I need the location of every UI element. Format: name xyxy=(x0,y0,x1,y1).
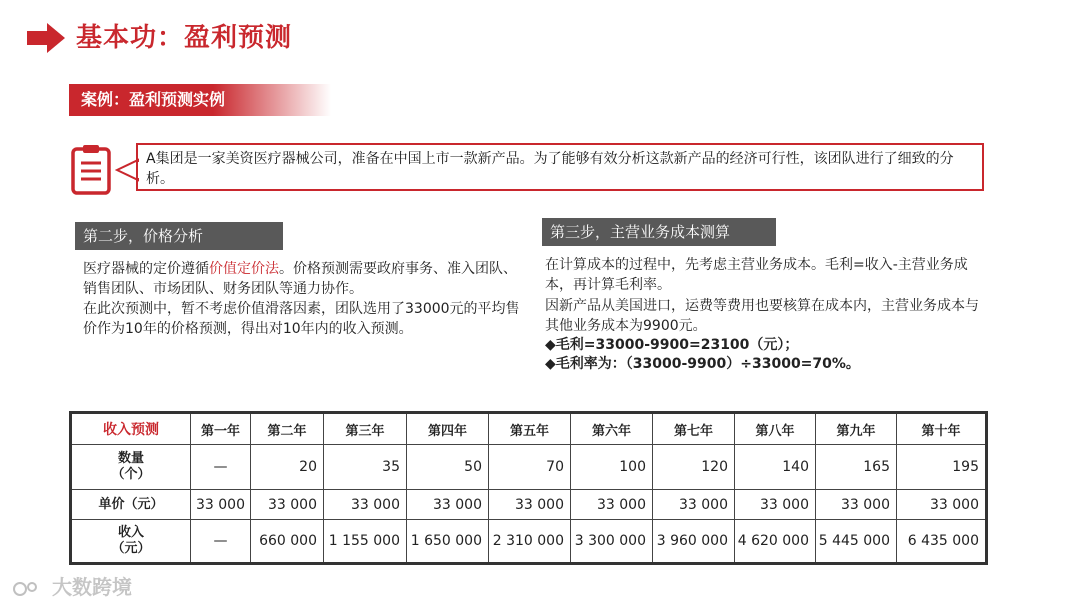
row-label-line: （个） xyxy=(111,467,151,482)
table-cell: 50 xyxy=(407,445,489,490)
table-cell: 33 000 xyxy=(653,490,735,520)
step2-highlight: 价值定价法 xyxy=(209,261,279,277)
step2-header: 第二步，价格分析 xyxy=(75,222,283,250)
table-corner-header: 收入预测 xyxy=(71,413,191,445)
step2-paragraph-2: 在此次预测中，暂不考虑价值滑落因素，团队选用了33000元的平均售价作为10年的价格预测，得出对10年内的收入预测。 xyxy=(83,301,520,337)
page-title: 基本功：盈利预测 xyxy=(76,23,293,53)
year-header: 第四年 xyxy=(407,413,489,445)
table-cell: 1 650 000 xyxy=(407,520,489,564)
year-header: 第七年 xyxy=(653,413,735,445)
table-cell: 4 620 000 xyxy=(735,520,816,564)
watermark-logo-icon xyxy=(12,578,52,600)
table-row-quantity xyxy=(71,445,987,490)
table-cell: 33 000 xyxy=(735,490,816,520)
table-cell: 140 xyxy=(735,445,816,490)
table-cell: 6 435 000 xyxy=(897,520,987,564)
year-header: 第八年 xyxy=(735,413,816,445)
table-cell: 35 xyxy=(324,445,407,490)
table-cell: 70 xyxy=(489,445,571,490)
table-header-row xyxy=(71,413,987,445)
table-cell: 100 xyxy=(571,445,653,490)
watermark-text: 大数跨境 xyxy=(52,575,132,599)
row-label-unit-price: 单价（元） xyxy=(71,490,191,520)
table-cell: 120 xyxy=(653,445,735,490)
year-header: 第十年 xyxy=(897,413,987,445)
row-label-line: （元） xyxy=(111,541,151,556)
year-header: 第九年 xyxy=(816,413,897,445)
case-banner xyxy=(69,84,331,116)
row-label-line: 收入 xyxy=(117,525,144,540)
table-cell: 33 000 xyxy=(489,490,571,520)
step2-text-before: 医疗器械的定价遵循 xyxy=(83,261,209,277)
table-cell: 3 960 000 xyxy=(653,520,735,564)
step3-paragraph-1: 在计算成本的过程中，先考虑主营业务成本。毛利=收入-主营业务成本，再计算毛利率。 xyxy=(545,257,968,293)
table-cell: 2 310 000 xyxy=(489,520,571,564)
year-header: 第五年 xyxy=(489,413,571,445)
table-cell: 33 000 xyxy=(897,490,987,520)
step2-text-after: 。价格预测需要政府事务、准入团队、销售团队、市场团队、财务团队等通力协作。 xyxy=(83,261,517,297)
table-row-unit-price xyxy=(71,490,987,520)
table-cell: 33 000 xyxy=(324,490,407,520)
table-cell: 1 155 000 xyxy=(324,520,407,564)
table-cell: 33 000 xyxy=(571,490,653,520)
table-cell: 5 445 000 xyxy=(816,520,897,564)
step2-paragraph-1 xyxy=(83,259,523,299)
row-label-quantity xyxy=(71,445,191,490)
table-cell: 33 000 xyxy=(251,490,324,520)
step3-paragraph-2: 因新产品从美国进口，运费等费用也要核算在成本内，主营业务成本与其他业务成本为9900元。 xyxy=(545,298,979,334)
table-cell: 3 300 000 xyxy=(571,520,653,564)
table-cell: 33 000 xyxy=(407,490,489,520)
table-cell: 33 000 xyxy=(816,490,897,520)
row-label-line: 数量 xyxy=(117,451,144,466)
table-cell: 660 000 xyxy=(251,520,324,564)
step3-bullet-gross-margin: ◆毛利率为：（33000-9900）÷33000=70%。 xyxy=(545,356,860,372)
table-cell: 20 xyxy=(251,445,324,490)
revenue-forecast-table xyxy=(69,411,988,565)
year-header: 第六年 xyxy=(571,413,653,445)
table-cell: — xyxy=(191,520,251,564)
clipboard-icon xyxy=(70,143,112,195)
table-cell: 195 xyxy=(897,445,987,490)
table-cell: — xyxy=(191,445,251,490)
year-header: 第三年 xyxy=(324,413,407,445)
year-header: 第二年 xyxy=(251,413,324,445)
case-banner-label: 案例：盈利预测实例 xyxy=(81,90,226,109)
title-arrow-icon xyxy=(27,23,65,53)
year-header: 第一年 xyxy=(191,413,251,445)
intro-text: A集团是一家美资医疗器械公司，准备在中国上市一款新产品。为了能够有效分析这款新产品的经济可行性，该团队进行了细致的分析。 xyxy=(146,151,954,187)
step3-bullet-gross-profit: ◆毛利=33000-9900=23100（元）； xyxy=(545,337,799,353)
table-cell: 165 xyxy=(816,445,897,490)
table-cell: 33 000 xyxy=(191,490,251,520)
step3-header: 第三步，主营业务成本测算 xyxy=(542,218,776,246)
intro-callout xyxy=(136,143,984,191)
table-row-revenue xyxy=(71,520,987,564)
row-label-revenue xyxy=(71,520,191,564)
